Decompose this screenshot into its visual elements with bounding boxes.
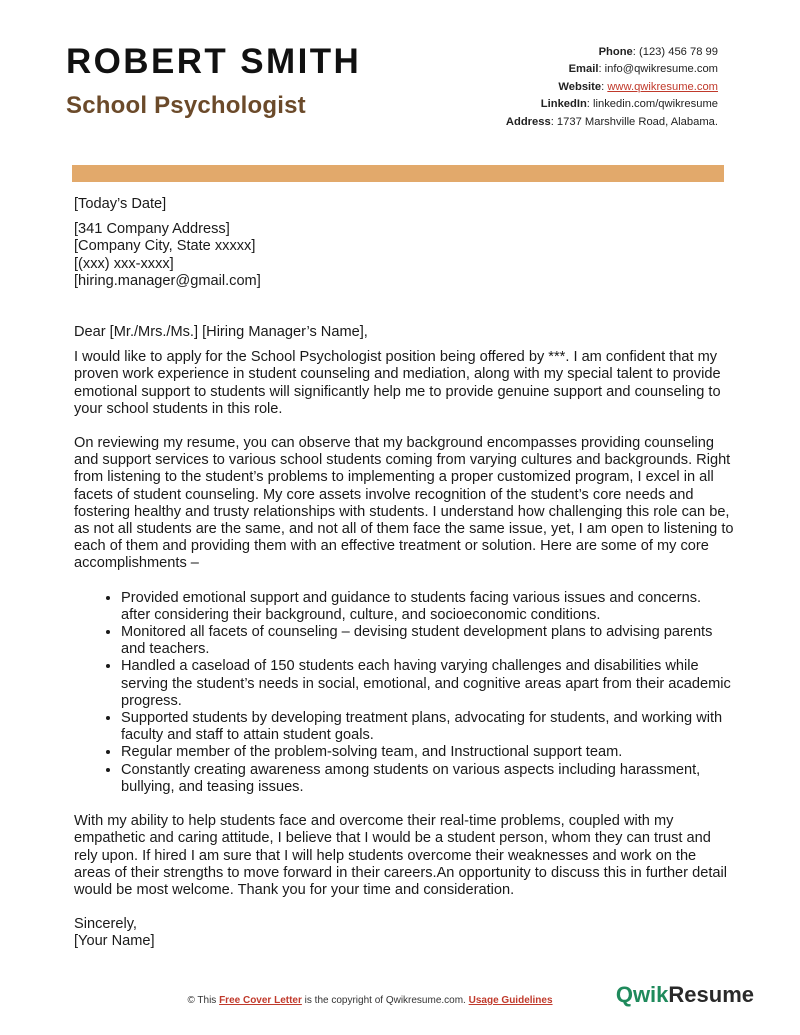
website-link[interactable]: www.qwikresume.com bbox=[607, 80, 718, 93]
contact-email bbox=[506, 61, 718, 78]
address-value: : 1737 Marshville Road, Alabama. bbox=[550, 115, 718, 128]
recipient-address-line: [341 Company Address] bbox=[74, 221, 230, 238]
applicant-name: ROBERT SMITH bbox=[66, 42, 362, 81]
linkedin-value: : linkedin.com/qwikresume bbox=[586, 98, 718, 111]
phone-value: : (123) 456 78 99 bbox=[632, 46, 718, 58]
footer-prefix: © This bbox=[187, 995, 220, 1006]
address-label: Address bbox=[505, 115, 551, 128]
body-paragraph: I would like to apply for the School Psychologist position being offered by ***. I am confident that my proven work experience in student counseling and mediation, along with my special talent to provide emotional support to students will significantly help me to provide genuine support and counseling to your school students in this role. bbox=[74, 349, 721, 417]
footer-middle: is the copyright of Qwikresume.com. bbox=[301, 995, 469, 1006]
list-item: • Monitored all facets of counseling – devising student development plans to advising parents and teachers. bbox=[121, 624, 734, 658]
signoff: Sincerely, bbox=[74, 916, 137, 933]
website-separator: : bbox=[601, 80, 608, 93]
recipient-address-line: [hiring.manager@gmail.com] bbox=[74, 272, 261, 289]
usage-guidelines-link[interactable]: Usage Guidelines bbox=[468, 995, 553, 1006]
contact-linkedin bbox=[506, 96, 718, 113]
list-item: • Supported students by developing treatment plans, advocating for students, and working with faculty and staff to attain student goals. bbox=[121, 710, 734, 744]
closing-paragraph: With my ability to help students face and overcome their real-time problems, coupled with my empathetic and caring attitude, I believe that I would be a student person, whom they can trust and rely upon. If hired I am sure that I will help students overcome their weaknesses and work on the areas of their strengths to move forward in their careers.An opportunity to discuss this in further detail would be most welcome. Thank you for your time and consideration. bbox=[74, 813, 727, 898]
job-title: School Psychologist bbox=[66, 92, 306, 119]
free-cover-letter-link[interactable]: Free Cover Letter bbox=[219, 995, 302, 1006]
signature-name: [Your Name] bbox=[74, 933, 155, 950]
salutation: Dear [Mr./Mrs./Ms.] [Hiring Manager’s Name], bbox=[74, 324, 368, 341]
body-paragraph: On reviewing my resume, you can observe that my background encompasses providing counseling and support services to various school students coming from varying cultures and backgrounds. Right from listening to the student’s problems to implementing a proper customized program, I excel in all facets of student counseling. My core assets involve recognition of the student’s core needs and fostering healthy and trusty relationships with students. I understand how challenging this role can be, as not all students are the same, and not all of them face the same issue, yet, I am open to listening to each of them and providing them with an effective treatment or solution. Here are some of my core accomplishments – bbox=[74, 435, 734, 572]
email-label: Email bbox=[568, 63, 599, 76]
letter-body bbox=[74, 196, 734, 951]
list-item: • Regular member of the problem-solving team, and Instructional support team. bbox=[121, 744, 734, 761]
list-item: • Constantly creating awareness among students on various aspects including harassment, bullying, and teasing issues. bbox=[121, 762, 734, 796]
list-item: • Handled a caseload of 150 students each having varying challenges and disabilities while serving the student’s needs in social, emotional, and cognitive areas apart from their academic progress. bbox=[121, 658, 734, 710]
accomplishments-list bbox=[74, 590, 734, 796]
recipient-address-line: [(xxx) xxx-xxxx] bbox=[74, 255, 174, 272]
qwikresume-logo bbox=[616, 984, 754, 1006]
logo-part-resume: Resume bbox=[668, 982, 754, 1007]
phone-label: Phone bbox=[598, 46, 633, 58]
logo-part-qwik: Qwik bbox=[615, 982, 669, 1007]
contact-block bbox=[506, 44, 718, 131]
contact-phone bbox=[506, 44, 718, 61]
linkedin-label: LinkedIn bbox=[540, 98, 587, 111]
list-item: • Provided emotional support and guidance to students facing various issues and concerns. after considering their background, culture, and socioeconomic conditions. bbox=[121, 590, 734, 624]
contact-address bbox=[506, 114, 718, 131]
recipient-address-line: [Company City, State xxxxx] bbox=[74, 238, 256, 255]
email-value: : info@qwikresume.com bbox=[598, 63, 718, 76]
letter-date: [Today’s Date] bbox=[74, 196, 167, 212]
contact-website bbox=[506, 79, 718, 96]
website-label: Website bbox=[558, 80, 602, 93]
accent-divider-bar bbox=[72, 165, 724, 182]
